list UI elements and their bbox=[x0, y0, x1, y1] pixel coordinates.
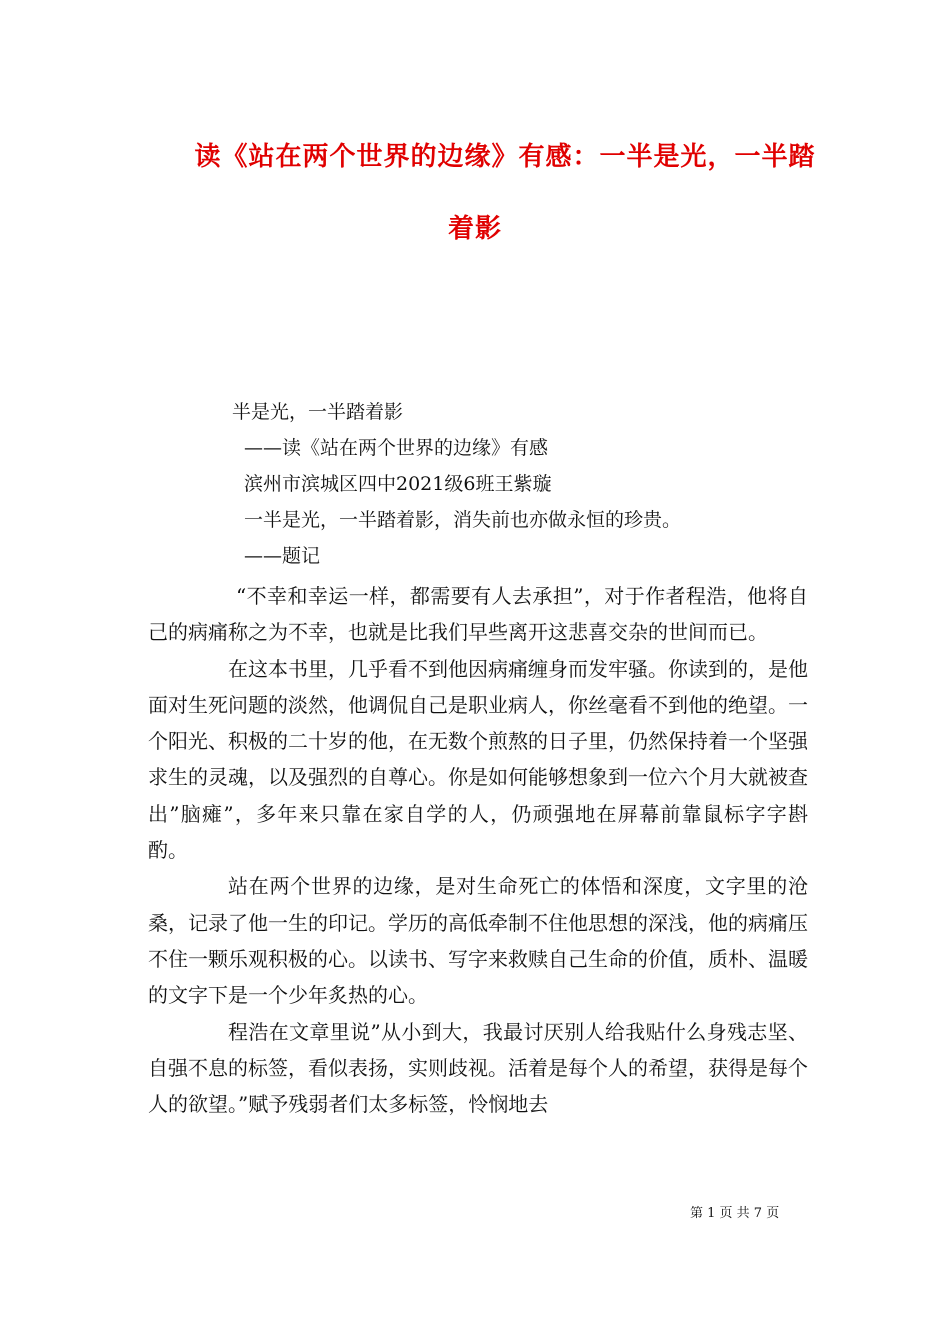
epigraph-line: 一半是光，一半踏着影，消失前也亦做永恒的珍贵。 bbox=[244, 509, 682, 531]
paragraph: “不幸和幸运一样，都需要有人去承担”，对于作者程浩，他将自己的病痛称之为不幸，也就是比我们早些离开这悲喜交杂的世间而已。 bbox=[148, 584, 808, 645]
author-line: 滨州市滨城区四中2021级6班王紫璇 bbox=[244, 473, 552, 495]
document-title-line-1: 读《站在两个世界的边缘》有感：一半是光，一半踏 bbox=[194, 142, 816, 172]
subtitle-line: 半是光，一半踏着影 bbox=[232, 401, 404, 423]
paragraph: 程浩在文章里说”从小到大，我最讨厌别人给我贴什么身残志坚、自强不息的标签，看似表扬，实则歧视。活着是每个人的希望，获得是每个人的欲望。”赋予残弱者们太多标签，怜悯地去 bbox=[148, 1019, 808, 1117]
document-title-line-2: 着影 bbox=[447, 214, 502, 244]
paragraph: 站在两个世界的边缘，是对生命死亡的体悟和深度，文字里的沧桑，记录了他一生的印记。学历的高低牵制不住他思想的深浅，他的病痛压不住一颗乐观积极的心。以读书、写字来救赎自己生命的价值，质朴、温暖的文字下是一个少年炙热的心。 bbox=[148, 874, 808, 1008]
article-body bbox=[148, 578, 808, 1122]
page-number-footer: 第 1 页 共 7 页 bbox=[690, 1206, 780, 1221]
paragraph: 在这本书里，几乎看不到他因病痛缠身而发牢骚。你读到的，是他面对生死问题的淡然，他调侃自己是职业病人，你丝毫看不到他的绝望。一个阳光、积极的二十岁的他，在无数个煎熬的日子里，仍然保持着一个坚强求生的灵魂，以及强烈的自尊心。你是如何能够想象到一位六个月大就被查出”脑瘫”，多年来只靠在家自学的人，仍顽强地在屏幕前靠鼠标字字斟酌。 bbox=[148, 656, 808, 863]
epigraph-attribution: ——题记 bbox=[244, 545, 321, 567]
subtitle-book-line: ——读《站在两个世界的边缘》有感 bbox=[244, 437, 549, 459]
